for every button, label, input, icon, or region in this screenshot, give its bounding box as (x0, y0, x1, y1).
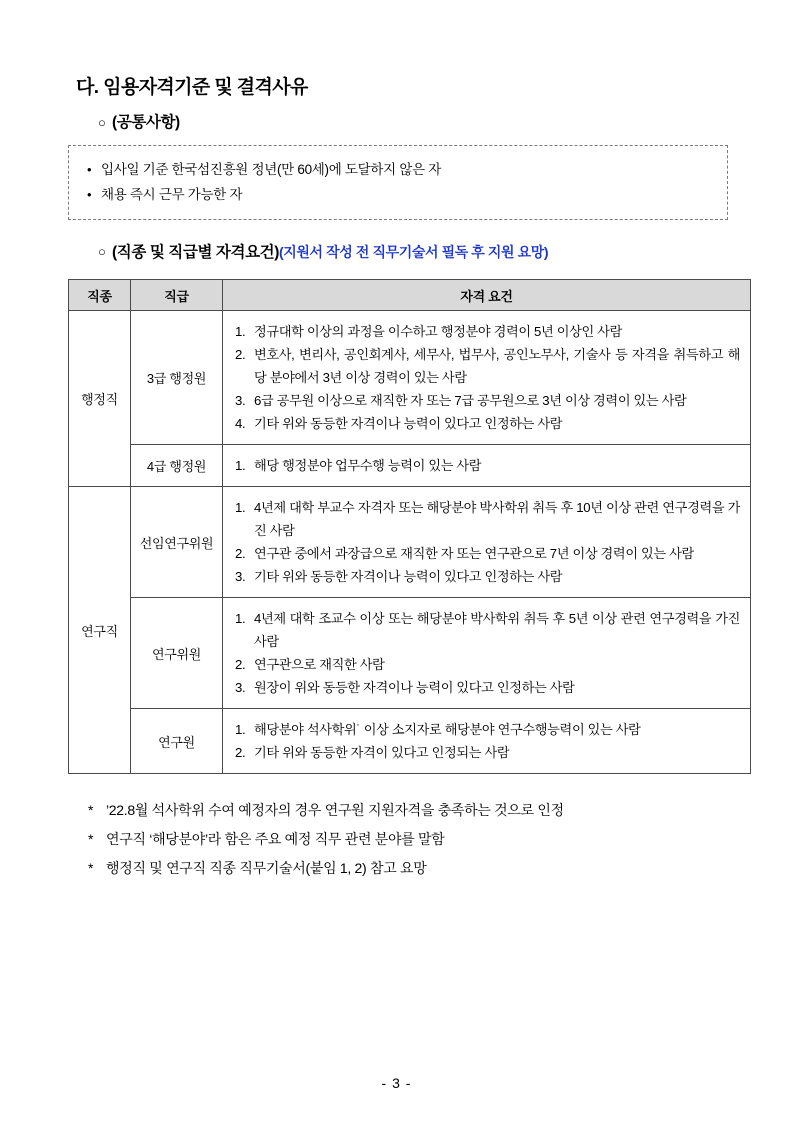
list-number: 2. (235, 546, 246, 561)
bullet-dot-icon: • (87, 162, 92, 177)
bullet-dot-icon: • (87, 187, 92, 202)
footnote-text: 연구직 ‘해당분야’라 함은 주요 예정 직무 관련 분야를 말함 (106, 831, 445, 847)
list-item (235, 741, 740, 764)
list-item (235, 542, 740, 565)
list-item (235, 718, 740, 741)
asterisk-icon: * (88, 860, 94, 876)
table-header-row (69, 280, 751, 311)
column-header-requirements: 자격 요건 (223, 280, 751, 311)
list-number: 1. (235, 324, 246, 339)
requirement-text: 기타 위와 동등한 자격이 있다고 인정되는 사람 (254, 745, 510, 760)
common-requirements-box (68, 145, 728, 220)
table-row (69, 598, 751, 709)
list-item (235, 607, 740, 653)
qualification-table (68, 279, 751, 774)
footnote-text: 행정직 및 연구직 직종 직무기술서(붙임 1, 2) 참고 요망 (106, 860, 427, 876)
cell-grade: 3급 행정원 (131, 311, 223, 445)
requirement-text: 4년제 대학 조교수 이상 또는 해당분야 박사학위 취득 후 5년 이상 관련 연구경력을 가진 사람 (254, 611, 740, 649)
table-row (69, 311, 751, 445)
footnote-item (88, 796, 735, 825)
requirement-text: 정규대학 이상의 과정을 이수하고 행정분야 경력이 5년 이상인 사람 (254, 324, 623, 339)
list-item (235, 565, 740, 588)
list-number: 3. (235, 680, 246, 695)
cell-job-type: 연구직 (69, 487, 131, 774)
list-item (87, 157, 711, 182)
requirement-text: 기타 위와 동등한 자격이나 능력이 있다고 인정하는 사람 (254, 416, 563, 431)
circle-bullet-icon: ○ (98, 115, 106, 130)
table-row (69, 445, 751, 487)
list-item (235, 676, 740, 699)
cell-grade: 연구위원 (131, 598, 223, 709)
footnote-text: ’22.8월 석사학위 수여 예정자의 경우 연구원 지원자격을 충족하는 것으로 인정 (106, 802, 564, 818)
page-title: 다. 임용자격기준 및 결격사유 (76, 77, 308, 98)
asterisk-icon: * (88, 831, 94, 847)
list-number: 2. (235, 745, 246, 760)
asterisk-icon: * (88, 802, 94, 818)
column-header-job-type: 직종 (69, 280, 131, 311)
requirement-text: 4년제 대학 부교수 자격자 또는 해당분야 박사학위 취득 후 10년 이상 관련 연구경력을 가진 사람 (254, 500, 740, 538)
table-row (69, 709, 751, 774)
cell-requirements (223, 445, 751, 487)
list-item (235, 653, 740, 676)
cell-requirements (223, 311, 751, 445)
requirement-text: 연구관 중에서 과장급으로 재직한 자 또는 연구관으로 7년 이상 경력이 있는 사람 (254, 546, 694, 561)
requirement-text: 해당분야 석사학위˙ 이상 소지자로 해당분야 연구수행능력이 있는 사람 (254, 722, 641, 737)
requirement-text: 6급 공무원 이상으로 재직한 자 또는 7급 공무원으로 3년 이상 경력이 있는 사람 (254, 393, 687, 408)
common-requirement-text: 입사일 기준 한국섬진흥원 정년(만 60세)에 도달하지 않은 자 (101, 162, 442, 177)
requirement-text: 연구관으로 재직한 사람 (254, 657, 385, 672)
list-number: 1. (235, 500, 246, 515)
list-item (235, 412, 740, 435)
cell-grade: 연구원 (131, 709, 223, 774)
list-item (235, 389, 740, 412)
requirement-text: 원장이 위와 동등한 자격이나 능력이 있다고 인정하는 사람 (254, 680, 575, 695)
list-number: 1. (235, 458, 246, 473)
requirement-text: 변호사, 변리사, 공인회계사, 세무사, 법무사, 공인노무사, 기술사 등 자격을 취득하고 해당 분야에서 3년 이상 경력이 있는 사람 (254, 347, 740, 385)
qualification-section-label-note: (지원서 작성 전 직무기술서 필독 후 지원 요망) (278, 244, 549, 260)
cell-requirements (223, 598, 751, 709)
cell-requirements (223, 487, 751, 598)
list-number: 2. (235, 657, 246, 672)
cell-grade: 선임연구위원 (131, 487, 223, 598)
footnote-item (88, 854, 735, 883)
requirement-text: 기타 위와 동등한 자격이나 능력이 있다고 인정하는 사람 (254, 569, 563, 584)
cell-grade: 4급 행정원 (131, 445, 223, 487)
list-item (235, 496, 740, 542)
column-header-grade: 직급 (131, 280, 223, 311)
list-number: 3. (235, 569, 246, 584)
list-item (235, 454, 740, 477)
list-number: 4. (235, 416, 246, 431)
cell-job-type: 행정직 (69, 311, 131, 487)
list-item (235, 343, 740, 389)
qualification-section-label-text: (직종 및 직급별 자격요건) (112, 244, 279, 261)
common-section-bullet-row (98, 113, 735, 133)
list-number: 1. (235, 722, 246, 737)
common-requirement-text: 채용 즉시 근무 가능한 자 (101, 187, 243, 202)
footnotes (88, 796, 735, 883)
page-number: - 3 - (381, 1075, 412, 1091)
list-number: 3. (235, 393, 246, 408)
requirement-text: 해당 행정분야 업무수행 능력이 있는 사람 (254, 458, 482, 473)
cell-requirements (223, 709, 751, 774)
qualification-section-bullet-row (98, 242, 735, 263)
footnote-item (88, 825, 735, 854)
common-section-label: (공통사항) (112, 114, 180, 131)
list-number: 2. (235, 347, 246, 362)
qualification-section-label (112, 242, 548, 263)
table-row (69, 487, 751, 598)
list-number: 1. (235, 611, 246, 626)
list-item (87, 182, 711, 207)
circle-bullet-icon: ○ (98, 244, 106, 259)
list-item (235, 320, 740, 343)
